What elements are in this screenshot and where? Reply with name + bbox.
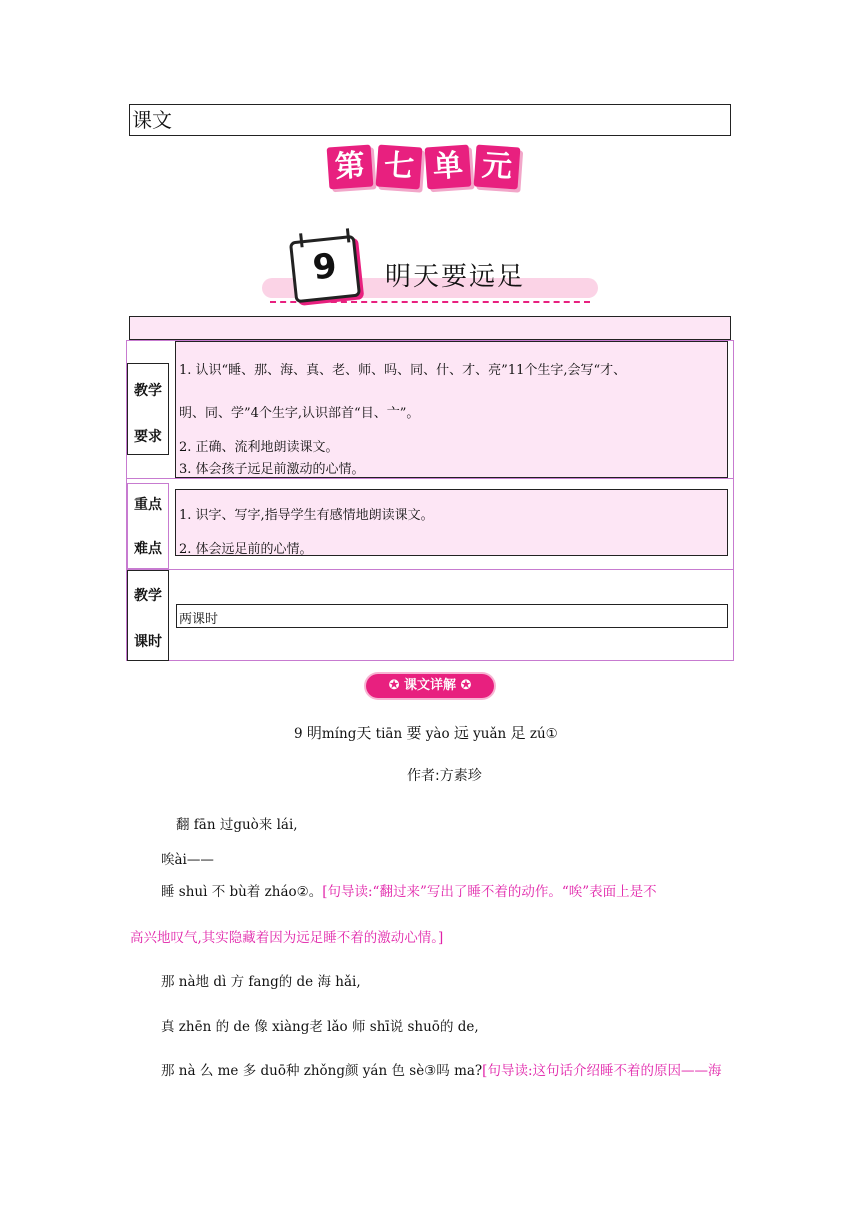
key-points-box [175, 489, 728, 556]
requirement-line: 3. 体会孩子远足前激动的心情。 [179, 462, 365, 477]
class-hours-value: 两课时 [179, 612, 219, 627]
key-point-line: 1. 识字、写字,指导学生有感情地朗读课文。 [179, 508, 434, 523]
section-label: 课文 [129, 104, 731, 136]
label-line-1: 重点 [134, 497, 162, 513]
title-pinyin: yuǎn [468, 726, 511, 742]
poem-line [161, 1059, 722, 1079]
title-pinyin: 9 [294, 726, 307, 742]
title-pinyin: tiān [371, 726, 407, 742]
objectives-table [126, 340, 734, 661]
label-line-1: 教学 [134, 383, 162, 399]
guide-note-continued: 高兴地叹气,其实隐藏着因为远足睡不着的激动心情。] [130, 930, 444, 946]
author-line: 作者:方素珍 [407, 768, 482, 784]
poem-text: 那 nà 么 me 多 duō种 zhǒng颜 yán 色 sè③吗 ma? [161, 1063, 483, 1079]
poem-line: 真 zhēn 的 de 像 xiàng老 lǎo 师 shī说 shuō的 de, [161, 1019, 479, 1035]
guide-note: [句导读:这句话介绍睡不着的原因——海 [482, 1063, 722, 1079]
unit-banner [328, 146, 519, 188]
key-points-label [127, 483, 169, 569]
teaching-requirements-label [127, 363, 169, 455]
guide-note: [句导读:“翻过来”写出了睡不着的动作。“唉”表面上是不 [322, 884, 657, 900]
label-line-2: 难点 [134, 541, 162, 557]
class-hours-label [127, 570, 169, 661]
requirement-line: 明、同、学”4个生字,认识部首“目、亠”。 [179, 406, 420, 421]
pink-header-bar [129, 316, 731, 340]
teaching-requirements-box [175, 341, 728, 478]
lesson-header [262, 234, 602, 310]
unit-tile-2: 七 [376, 145, 423, 190]
lesson-number: 9 [310, 245, 339, 289]
title-pinyin: zú① [525, 726, 558, 742]
poem-line [161, 880, 657, 900]
unit-tile-4: 元 [474, 145, 521, 190]
poem-text: 睡 shuì 不 bù着 zháo②。 [161, 884, 323, 900]
poem-line: 翻 fān 过guò来 lái, [176, 817, 298, 833]
text-detail-badge: ✪ 课文详解 ✪ [366, 674, 494, 698]
title-character: 足 [510, 724, 526, 742]
row-divider [127, 569, 733, 570]
row-divider [127, 478, 733, 479]
label-line-2: 要求 [134, 429, 162, 445]
title-pinyin: yào [421, 726, 454, 742]
calendar-icon [289, 235, 361, 304]
unit-tile-1: 第 [327, 145, 374, 190]
title-character: 要 [406, 724, 422, 742]
label-line-2: 课时 [134, 634, 162, 650]
lesson-title: 明天要远足 [385, 262, 526, 292]
title-character: 远 [453, 724, 469, 742]
text-title [294, 722, 558, 743]
title-character: 明 [306, 724, 322, 742]
lesson-dashed-line [270, 301, 590, 303]
poem-line: 唉ài—— [161, 852, 214, 868]
class-hours-box [176, 604, 728, 628]
title-pinyin: míng [321, 726, 357, 742]
requirement-line: 2. 正确、流利地朗读课文。 [179, 440, 339, 455]
title-character: 天 [356, 724, 372, 742]
unit-tile-3: 单 [425, 145, 472, 190]
requirement-line: 1. 认识“睡、那、海、真、老、师、吗、同、什、才、亮”11个生字,会写“才、 [179, 363, 627, 378]
label-line-1: 教学 [134, 588, 162, 604]
poem-line: 那 nà地 dì 方 fang的 de 海 hǎi, [161, 974, 361, 990]
key-point-line: 2. 体会远足前的心情。 [179, 542, 313, 557]
